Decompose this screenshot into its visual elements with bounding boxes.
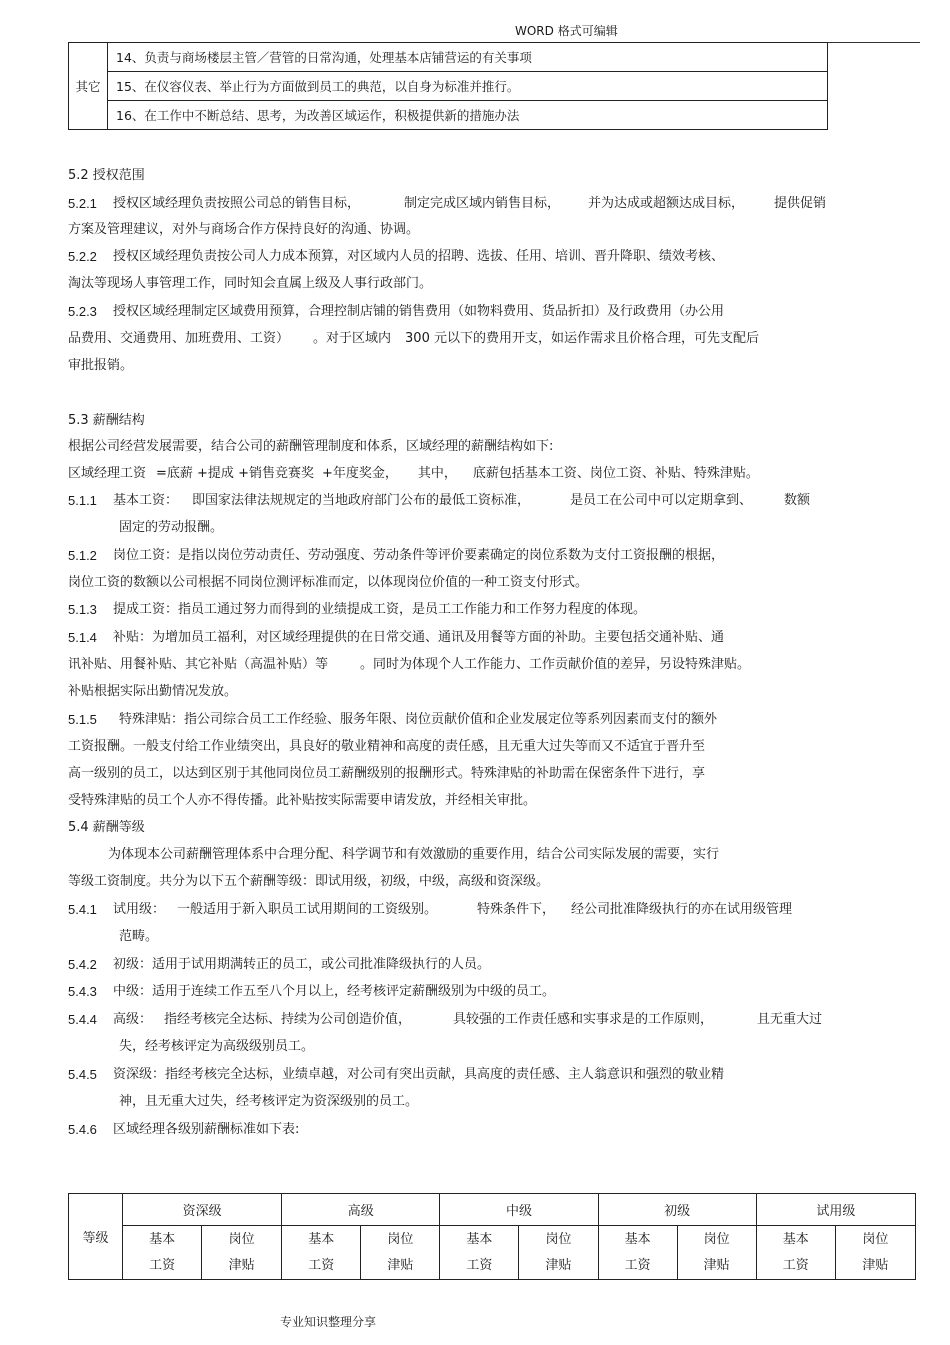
clause-text: 试用级： 一般适用于新入职员工试用期间的工资级别。 特殊条件下， 经公司批准降级执行的亦在试用级管理 [113,902,793,917]
sub-header-basic-pay: 基本 工资 [123,1226,202,1280]
other-duties-table [68,42,828,130]
level-header: 试用级 [756,1194,915,1226]
section-title: 5.3 薪酬结构 [68,413,145,428]
sub-header-basic-pay: 基本 工资 [440,1226,519,1280]
category-cell: 其它 [69,43,108,130]
salary-formula: 区域经理工资 =底薪 +提成 +销售竞赛奖 +年度奖金， 其中， 底薪包括基本工资、岗位工资、补贴、特殊津贴。 [68,466,759,481]
clause-number: 5.1.1 [68,493,97,508]
paragraph: 等级工资制度。共分为以下五个薪酬等级：即试用级，初级，中级，高级和资深级。 [68,874,550,889]
clause-number: 5.1.4 [68,630,97,645]
paragraph: 根据公司经营发展需要，结合公司的薪酬管理制度和体系，区域经理的薪酬结构如下: [68,439,554,454]
clause-text: 审批报销。 [68,358,134,373]
clause-text: 提成工资：指员工通过努力而得到的业绩提成工资，是员工工作能力和工作努力程度的体现。 [113,602,647,617]
clause-number: 5.4.2 [68,957,97,972]
clause-text: 岗位工资的数额以公司根据不同岗位测评标准而定，以体现岗位价值的一种工资支付形式。 [68,575,589,590]
clause-number: 5.1.5 [68,712,97,727]
clause-number: 5.2.1 [68,196,97,211]
page-header: WORD 格式可编辑 [515,24,618,38]
paragraph: 为体现本公司薪酬管理体系中合理分配、科学调节和有效激励的重要作用，结合公司实际发展的需要，实行 [108,847,720,862]
clause-text: 工资报酬。一般支付给工作业绩突出，具良好的敬业精神和高度的责任感，且无重大过失等而又不适宜于晋升至 [68,739,706,754]
clause-text: 区域经理各级别薪酬标准如下表: [113,1122,300,1137]
clause-text: 方案及管理建议，对外与商场合作方保持良好的沟通、协调。 [68,222,420,237]
clause-text: 高一级别的员工，以达到区别于其他同岗位员工薪酬级别的报酬形式。特殊津贴的补助需在保密条件下进行，享 [68,766,706,781]
clause-text: 基本工资： 即国家法律法规规定的当地政府部门公布的最低工资标准， 是员工在公司中可以定期拿到、 数额 [113,493,811,508]
duty-row: 14、负责与商场楼层主管／营管的日常沟通，处理基本店铺营运的有关事项 [108,43,828,72]
clause-text: 受特殊津贴的员工个人亦不得传播。此补贴按实际需要申请发放，并经相关审批。 [68,793,537,808]
level-header: 资深级 [123,1194,282,1226]
sub-header-post-allowance: 岗位 津贴 [835,1226,915,1280]
section-title: 5.2 授权范围 [68,168,145,183]
clause-number: 5.4.5 [68,1067,97,1082]
clause-number: 5.1.3 [68,602,97,617]
level-header: 中级 [440,1194,598,1226]
duty-row: 16、在工作中不断总结、思考，为改善区域运作，积极提供新的措施办法 [108,101,828,130]
clause-text: 补贴：为增加员工福利，对区域经理提供的在日常交通、通讯及用餐等方面的补助。主要包括交通补贴、通 [113,630,725,645]
sub-header-post-allowance: 岗位 津贴 [202,1226,282,1280]
clause-text: 固定的劳动报酬。 [119,520,224,535]
clause-text: 中级：适用于连续工作五至八个月以上，经考核评定薪酬级别为中级的员工。 [113,984,556,999]
level-header: 高级 [282,1194,440,1226]
clause-text: 授权区域经理制定区域费用预算，合理控制店铺的销售费用（如物料费用、货品折扣）及行政费用（办公用 [113,304,725,319]
sub-header-post-allowance: 岗位 津贴 [519,1226,598,1280]
sub-header-post-allowance: 岗位 津贴 [677,1226,756,1280]
clause-text: 神，且无重大过失，经考核评定为资深级别的员工。 [119,1094,419,1109]
clause-text: 补贴根据实际出勤情况发放。 [68,684,238,699]
clause-text: 授权区域经理负责按公司人力成本预算，对区域内人员的招聘、选拔、任用、培训、晋升降职、绩效考核、 [113,249,725,264]
sub-header-basic-pay: 基本 工资 [598,1226,677,1280]
clause-text: 岗位工资：是指以岗位劳动责任、劳动强度、劳动条件等评价要素确定的岗位系数为支付工资报酬的根据， [113,548,725,563]
clause-number: 5.4.1 [68,902,97,917]
level-header: 初级 [598,1194,756,1226]
clause-text: 品费用、交通费用、加班费用、工资） 。对于区域内 300 元以下的费用开支，如运作需求且价格合理，可先支配后 [68,331,759,346]
sub-header-basic-pay: 基本 工资 [282,1226,361,1280]
duty-row: 15、在仪容仪表、举止行为方面做到员工的典范，以自身为标准并推行。 [108,72,828,101]
clause-number: 5.4.4 [68,1012,97,1027]
clause-text: 讯补贴、用餐补贴、其它补贴（高温补贴）等 。同时为体现个人工作能力、工作贡献价值的差异，另设特殊津贴。 [68,657,751,672]
clause-text: 特殊津贴：指公司综合员工工作经验、服务年限、岗位贡献价值和企业发展定位等系列因素而支付的额外 [119,712,718,727]
clause-text: 高级： 指经考核完全达标、持续为公司创造价值， 具较强的工作责任感和实事求是的工作原则， 且无重大过 [113,1012,823,1027]
sub-header-post-allowance: 岗位 津贴 [361,1226,440,1280]
clause-text: 授权区域经理负责按照公司总的销售目标， 制定完成区域内销售目标， 并为达成或超额达成目标， 提供促销 [113,196,827,211]
clause-number: 5.4.6 [68,1122,97,1137]
section-title: 5.4 薪酬等级 [68,820,145,835]
clause-text: 淘汰等现场人事管理工作，同时知会直属上级及人事行政部门。 [68,276,433,291]
clause-number: 5.4.3 [68,984,97,999]
clause-text: 资深级：指经考核完全达标，业绩卓越，对公司有突出贡献，具高度的责任感、主人翁意识和强烈的敬业精 [113,1067,725,1082]
clause-number: 5.2.2 [68,249,97,264]
clause-number: 5.1.2 [68,548,97,563]
grade-header-cell: 等级 [69,1194,123,1280]
clause-text: 失，经考核评定为高级级别员工。 [119,1039,315,1054]
sub-header-basic-pay: 基本 工资 [756,1226,835,1280]
clause-number: 5.2.3 [68,304,97,319]
page-footer: 专业知识整理分享 [280,1315,377,1329]
clause-text: 范畴。 [119,929,159,944]
salary-grade-table [68,1193,916,1280]
clause-text: 初级：适用于试用期满转正的员工，或公司批准降级执行的人员。 [113,957,491,972]
